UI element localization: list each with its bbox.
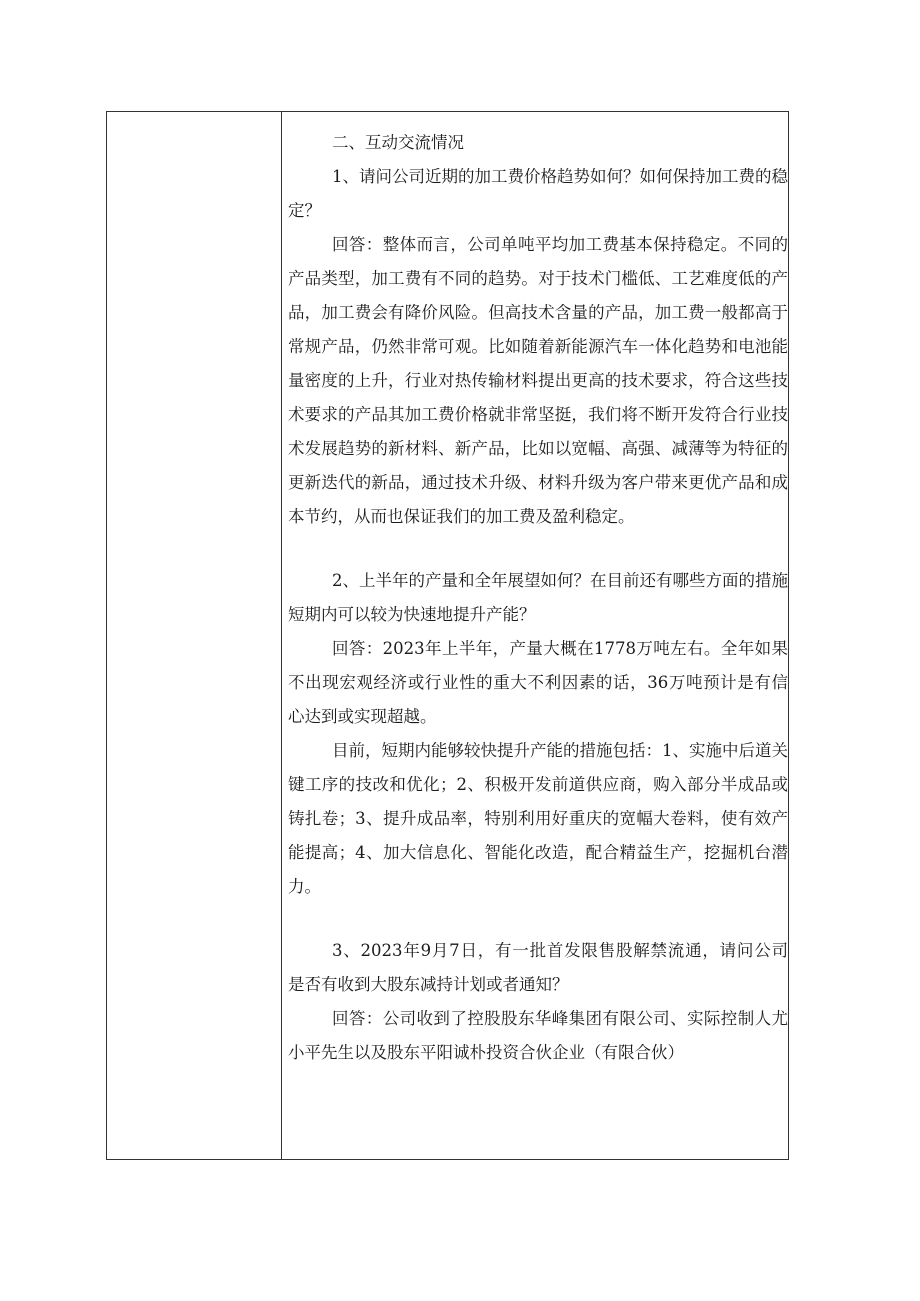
answer-1-line-2: 产品类型，加工费有不同的趋势。对于技术门槛低、工艺难度低的产: [288, 269, 788, 288]
answer-2-line-3: 心达到或实现超越。: [288, 707, 437, 726]
section-title: 二、互动交流情况: [332, 133, 464, 152]
answer-1-line-5: 量密度的上升，行业对热传输材料提出更高的技术要求，符合这些技: [288, 371, 788, 390]
answer-3-line-2: 小平先生以及股东平阳诚朴投资合伙企业（有限合伙）: [288, 1043, 684, 1062]
question-2-line-1: 2、上半年的产量和全年展望如何？在目前还有哪些方面的措施: [332, 571, 788, 590]
answer-2b-line-2: 键工序的技改和优化；2、积极开发前道供应商，购入部分半成品或: [288, 775, 788, 794]
answer-2b-line-3: 铸扎卷；3、提升成品率，特别利用好重庆的宽幅大卷料，使有效产: [288, 809, 788, 828]
answer-1-line-7: 术发展趋势的新材料、新产品，比如以宽幅、高强、减薄等为特征的: [288, 439, 788, 458]
question-2-line-2: 短期内可以较为快速地提升产能？: [288, 605, 536, 624]
answer-1-line-9: 本节约，从而也保证我们的加工费及盈利稳定。: [288, 507, 635, 526]
paragraph-gap: [288, 904, 788, 934]
answer-1-line-4: 常规产品，仍然非常可观。比如随着新能源汽车一体化趋势和电池能: [288, 337, 788, 356]
answer-1-line-3: 品，加工费会有降价风险。但高技术含量的产品，加工费一般都高于: [288, 303, 788, 322]
record-table: [106, 111, 789, 1160]
answer-2-line-2: 不出现宏观经济或行业性的重大不利因素的话，36万吨预计是有信: [288, 673, 788, 692]
paragraph-gap: [288, 534, 788, 564]
question-1-line-2: 定？: [288, 201, 321, 220]
answer-2-line-1: 回答：2023年上半年，产量大概在1778万吨左右。全年如果: [332, 639, 788, 658]
answer-2b-line-4: 能提高；4、加大信息化、智能化改造，配合精益生产，挖掘机台潜: [288, 843, 788, 862]
answer-2b-line-1: 目前，短期内能够较快提升产能的措施包括：1、实施中后道关: [332, 741, 788, 760]
answer-2b-line-5: 力。: [288, 877, 321, 896]
content-cell: [282, 112, 788, 1159]
question-1-line-1: 1、请问公司近期的加工费价格趋势如何？如何保持加工费的稳: [332, 167, 788, 186]
answer-3-line-1: 回答：公司收到了控股股东华峰集团有限公司、实际控制人尤: [332, 1009, 788, 1028]
answer-1-line-8: 更新迭代的新品，通过技术升级、材料升级为客户带来更优产品和成: [288, 473, 788, 492]
label-cell: [107, 112, 282, 1159]
question-3-line-1: 3、2023年9月7日，有一批首发限售股解禁流通，请问公司: [332, 941, 788, 960]
answer-1-line-1: 回答：整体而言，公司单吨平均加工费基本保持稳定。不同的: [332, 235, 788, 254]
answer-1-line-6: 术要求的产品其加工费价格就非常坚挺，我们将不断开发符合行业技: [288, 405, 788, 424]
question-3-line-2: 是否有收到大股东减持计划或者通知？: [288, 975, 569, 994]
